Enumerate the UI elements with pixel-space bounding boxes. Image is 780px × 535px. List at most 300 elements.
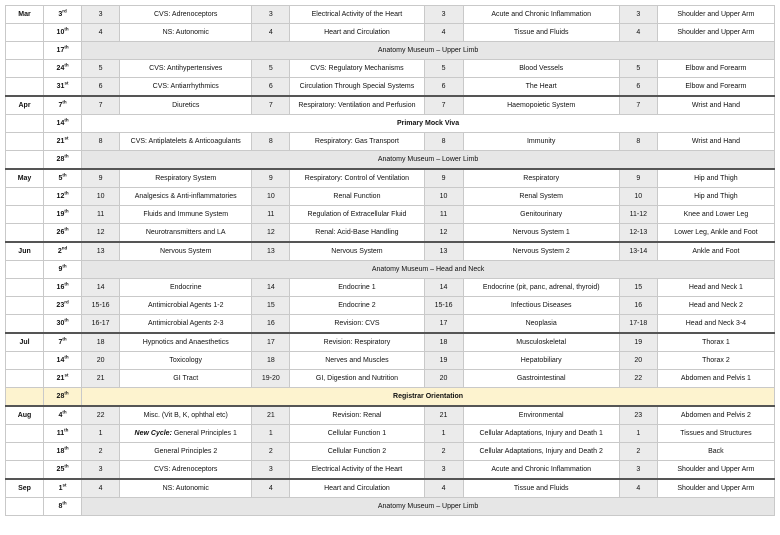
day-cell <box>44 297 82 315</box>
day-cell <box>44 498 82 516</box>
month-cell: Aug <box>6 406 44 425</box>
topic-2 <box>290 479 424 498</box>
week-number-1: 2 <box>82 443 120 461</box>
topic-text: Antimicrobial Agents 2-3 <box>147 319 224 327</box>
month-cell: Sep <box>6 479 44 498</box>
topic-3 <box>463 206 619 224</box>
week-number-1: 21 <box>82 370 120 388</box>
topic-2 <box>290 333 424 352</box>
month-cell <box>6 461 44 480</box>
topic-3 <box>463 406 619 425</box>
week-number-2: 4 <box>252 479 290 498</box>
week-number-1: 4 <box>82 24 120 42</box>
topic-text: Respiratory: Gas Transport <box>314 137 399 145</box>
week-row <box>6 443 775 461</box>
topic-4 <box>657 479 774 498</box>
topic-text: Revision: Renal <box>332 411 382 419</box>
topic-text: Musculoskeletal <box>516 338 567 346</box>
day-suffix: th <box>64 463 69 469</box>
schedule-table <box>5 5 775 516</box>
topic-text: NS: Autonomic <box>162 484 209 492</box>
event-label: Anatomy Museum – Upper Limb <box>82 42 775 60</box>
topic-1 <box>120 479 252 498</box>
month-cell <box>6 279 44 297</box>
week-number-4: 9 <box>619 169 657 188</box>
topic-2 <box>290 461 424 480</box>
topic-text: Nervous System 1 <box>512 228 570 236</box>
day-number: 10 <box>56 28 65 36</box>
week-number-2: 6 <box>252 78 290 97</box>
topic-2 <box>290 352 424 370</box>
topic-4 <box>657 6 774 24</box>
week-number-1: 9 <box>82 169 120 188</box>
week-number-1: 13 <box>82 242 120 261</box>
week-row <box>6 24 775 42</box>
day-suffix: th <box>62 172 67 178</box>
topic-text: NS: Autonomic <box>162 28 209 36</box>
topic-1 <box>120 224 252 243</box>
topic-4 <box>657 333 774 352</box>
topic-text: Haemopoietic System <box>507 101 576 109</box>
week-number-3: 12 <box>424 224 463 243</box>
topic-text: Cellular Function 2 <box>327 447 387 455</box>
week-number-4: 1 <box>619 425 657 443</box>
event-row <box>6 151 775 170</box>
topic-text: General Principles 2 <box>154 447 218 455</box>
day-cell <box>44 206 82 224</box>
week-number-3: 13 <box>424 242 463 261</box>
topic-text: Abdomen and Pelvis 1 <box>680 374 751 382</box>
week-number-3: 8 <box>424 133 463 151</box>
day-cell <box>44 261 82 279</box>
topic-4 <box>657 242 774 261</box>
day-number: 16 <box>56 283 65 291</box>
week-number-4: 20 <box>619 352 657 370</box>
topic-3 <box>463 78 619 97</box>
month-cell <box>6 115 44 133</box>
week-row <box>6 133 775 151</box>
topic-text: CVS: Antihypertensives <box>149 64 223 72</box>
topic-text: Wrist and Hand <box>691 101 740 109</box>
day-cell <box>44 188 82 206</box>
day-number: 26 <box>56 228 65 236</box>
day-number: 21 <box>56 137 65 145</box>
day-suffix: st <box>64 135 69 141</box>
topic-text: Respiratory: Ventilation and Perfusion <box>298 101 416 109</box>
topic-1 <box>120 242 252 261</box>
topic-3 <box>463 297 619 315</box>
day-number: 24 <box>56 64 65 72</box>
topic-text: GI, Digestion and Nutrition <box>315 374 398 382</box>
topic-text: Circulation Through Special Systems <box>299 82 415 90</box>
topic-text: Diuretics <box>172 101 200 109</box>
week-number-2: 7 <box>252 96 290 115</box>
topic-text: Shoulder and Upper Arm <box>677 484 755 492</box>
topic-4 <box>657 206 774 224</box>
day-number: 3 <box>58 10 63 18</box>
week-number-1: 8 <box>82 133 120 151</box>
day-number: 18 <box>56 447 65 455</box>
week-number-1: 3 <box>82 6 120 24</box>
topic-1 <box>120 78 252 97</box>
day-suffix: th <box>64 445 69 451</box>
topic-text: Acute and Chronic Inflammation <box>491 10 591 18</box>
topic-text: Revision: CVS <box>334 319 380 327</box>
topic-text: Thorax 1 <box>702 338 730 346</box>
topic-3 <box>463 96 619 115</box>
topic-text: Blood Vessels <box>519 64 564 72</box>
day-suffix: th <box>64 354 69 360</box>
week-number-4: 10 <box>619 188 657 206</box>
topic-3 <box>463 169 619 188</box>
week-row <box>6 169 775 188</box>
topic-4 <box>657 24 774 42</box>
day-cell <box>44 443 82 461</box>
week-number-3: 20 <box>424 370 463 388</box>
event-row <box>6 261 775 279</box>
week-number-2: 16 <box>252 315 290 334</box>
topic-text: Heart and Circulation <box>324 28 390 36</box>
month-cell <box>6 315 44 334</box>
topic-4 <box>657 443 774 461</box>
month-cell <box>6 206 44 224</box>
topic-text: Environmental <box>518 411 564 419</box>
topic-2 <box>290 443 424 461</box>
week-number-4: 22 <box>619 370 657 388</box>
day-number: 7 <box>58 338 63 346</box>
topic-text: Wrist and Hand <box>691 137 740 145</box>
week-number-4: 4 <box>619 24 657 42</box>
topic-text: Electrical Activity of the Heart <box>311 465 403 473</box>
topic-4 <box>657 461 774 480</box>
week-number-2: 18 <box>252 352 290 370</box>
week-number-1: 10 <box>82 188 120 206</box>
week-row <box>6 96 775 115</box>
day-suffix: nd <box>61 245 68 251</box>
week-number-3: 5 <box>424 60 463 78</box>
day-cell <box>44 78 82 97</box>
topic-2 <box>290 406 424 425</box>
day-cell <box>44 96 82 115</box>
event-row <box>6 388 775 407</box>
topic-text: CVS: Regulatory Mechanisms <box>310 64 404 72</box>
week-row <box>6 297 775 315</box>
topic-2 <box>290 315 424 334</box>
week-number-2: 8 <box>252 133 290 151</box>
week-row <box>6 188 775 206</box>
day-suffix: th <box>64 62 69 68</box>
topic-text: Acute and Chronic Inflammation <box>491 465 591 473</box>
event-row <box>6 42 775 60</box>
week-number-1: 16-17 <box>82 315 120 334</box>
event-row <box>6 498 775 516</box>
topic-text: Knee and Lower Leg <box>683 210 749 218</box>
week-row <box>6 242 775 261</box>
topic-2 <box>290 60 424 78</box>
week-row <box>6 352 775 370</box>
topic-4 <box>657 352 774 370</box>
topic-text: Tissues and Structures <box>680 429 752 437</box>
day-number: 28 <box>56 155 65 163</box>
month-cell <box>6 133 44 151</box>
week-row <box>6 461 775 480</box>
topic-text: Neoplasia <box>525 319 557 327</box>
day-cell <box>44 315 82 334</box>
day-number: 5 <box>58 174 63 182</box>
topic-text: Shoulder and Upper Arm <box>677 28 755 36</box>
topic-3 <box>463 6 619 24</box>
week-number-3: 19 <box>424 352 463 370</box>
week-number-4: 5 <box>619 60 657 78</box>
week-number-4: 11-12 <box>619 206 657 224</box>
topic-text: Revision: Respiratory <box>323 338 391 346</box>
topic-3 <box>463 60 619 78</box>
week-number-3: 4 <box>424 479 463 498</box>
topic-4 <box>657 96 774 115</box>
week-number-1: 5 <box>82 60 120 78</box>
week-number-3: 6 <box>424 78 463 97</box>
day-number: 7 <box>58 101 63 109</box>
topic-2 <box>290 24 424 42</box>
week-number-3: 10 <box>424 188 463 206</box>
week-number-1: 3 <box>82 461 120 480</box>
month-cell <box>6 24 44 42</box>
topic-4 <box>657 279 774 297</box>
week-number-2: 10 <box>252 188 290 206</box>
topic-text: Renal System <box>519 192 563 200</box>
topic-4 <box>657 133 774 151</box>
week-row <box>6 78 775 97</box>
day-suffix: th <box>64 317 69 323</box>
topic-text: Shoulder and Upper Arm <box>677 10 755 18</box>
month-cell <box>6 188 44 206</box>
day-cell <box>44 42 82 60</box>
event-label: Primary Mock Viva <box>82 115 775 133</box>
topic-3 <box>463 425 619 443</box>
week-number-2: 15 <box>252 297 290 315</box>
topic-2 <box>290 206 424 224</box>
day-number: 11 <box>56 429 65 437</box>
week-number-3: 15-16 <box>424 297 463 315</box>
topic-text: Nerves and Muscles <box>325 356 389 364</box>
topic-text: Cellular Function 1 <box>327 429 387 437</box>
week-number-1: 6 <box>82 78 120 97</box>
day-suffix: th <box>64 44 69 50</box>
day-suffix: th <box>64 117 69 123</box>
day-cell <box>44 169 82 188</box>
topic-text: Regulation of Extracellular Fluid <box>307 210 407 218</box>
topic-text: Back <box>708 447 724 455</box>
week-number-4: 3 <box>619 6 657 24</box>
topic-text: Tissue and Fluids <box>513 28 569 36</box>
week-number-2: 11 <box>252 206 290 224</box>
month-cell: Jul <box>6 333 44 352</box>
topic-1 <box>120 60 252 78</box>
topic-text: Elbow and Forearm <box>685 64 747 72</box>
week-number-4: 23 <box>619 406 657 425</box>
day-suffix: st <box>64 372 69 378</box>
topic-1 <box>120 297 252 315</box>
topic-4 <box>657 169 774 188</box>
topic-1 <box>120 206 252 224</box>
topic-1 <box>120 352 252 370</box>
week-row <box>6 60 775 78</box>
day-number: 9 <box>58 265 63 273</box>
week-number-3: 1 <box>424 425 463 443</box>
topic-4 <box>657 315 774 334</box>
day-suffix: th <box>62 409 67 415</box>
day-suffix: th <box>64 281 69 287</box>
week-number-1: 1 <box>82 425 120 443</box>
topic-text: The Heart <box>525 82 557 90</box>
new-cycle-label: New Cycle: <box>134 429 172 437</box>
day-cell <box>44 370 82 388</box>
topic-text: Thorax 2 <box>702 356 730 364</box>
week-row <box>6 406 775 425</box>
week-number-2: 19-20 <box>252 370 290 388</box>
topic-1 <box>120 315 252 334</box>
week-row <box>6 315 775 334</box>
day-suffix: th <box>64 427 69 433</box>
topic-text: Infectious Diseases <box>510 301 572 309</box>
topic-1 <box>120 461 252 480</box>
topic-2 <box>290 78 424 97</box>
week-number-1: 22 <box>82 406 120 425</box>
week-number-4: 8 <box>619 133 657 151</box>
week-number-2: 3 <box>252 6 290 24</box>
topic-text: Endocrine <box>169 283 202 291</box>
week-number-3: 3 <box>424 6 463 24</box>
month-cell <box>6 370 44 388</box>
day-suffix: th <box>62 99 67 105</box>
topic-4 <box>657 297 774 315</box>
topic-text: Electrical Activity of the Heart <box>311 10 403 18</box>
day-number: 19 <box>56 210 65 218</box>
week-number-2: 13 <box>252 242 290 261</box>
day-cell <box>44 479 82 498</box>
week-number-4: 12-13 <box>619 224 657 243</box>
topic-3 <box>463 24 619 42</box>
topic-4 <box>657 60 774 78</box>
topic-3 <box>463 352 619 370</box>
topic-3 <box>463 370 619 388</box>
month-cell: Apr <box>6 96 44 115</box>
topic-text: Ankle and Foot <box>692 247 740 255</box>
day-number: 14 <box>56 356 65 364</box>
week-number-2: 3 <box>252 461 290 480</box>
topic-text: Renal: Acid-Base Handling <box>315 228 399 236</box>
topic-2 <box>290 169 424 188</box>
topic-text: Nervous System 2 <box>512 247 570 255</box>
day-number: 21 <box>56 374 65 382</box>
month-cell <box>6 352 44 370</box>
event-label: Anatomy Museum – Upper Limb <box>82 498 775 516</box>
week-number-3: 9 <box>424 169 463 188</box>
day-cell <box>44 461 82 480</box>
month-cell <box>6 443 44 461</box>
topic-text: Immunity <box>526 137 556 145</box>
topic-1 <box>120 6 252 24</box>
day-cell <box>44 24 82 42</box>
topic-1 <box>120 133 252 151</box>
day-suffix: rd <box>62 8 67 14</box>
topic-3 <box>463 461 619 480</box>
topic-3 <box>463 279 619 297</box>
topic-3 <box>463 479 619 498</box>
week-number-1: 12 <box>82 224 120 243</box>
topic-text: GI Tract <box>173 374 199 382</box>
day-cell <box>44 406 82 425</box>
topic-text: Elbow and Forearm <box>685 82 747 90</box>
topic-4 <box>657 224 774 243</box>
month-cell <box>6 78 44 97</box>
day-cell <box>44 425 82 443</box>
week-row <box>6 224 775 243</box>
day-suffix: th <box>62 336 67 342</box>
day-number: 25 <box>56 465 65 473</box>
week-row <box>6 6 775 24</box>
schedule-body <box>6 6 775 516</box>
month-cell <box>6 425 44 443</box>
day-cell <box>44 224 82 243</box>
schedule-sheet <box>5 5 775 516</box>
week-number-1: 11 <box>82 206 120 224</box>
topic-text: Cellular Adaptations, Injury and Death 1 <box>479 429 603 437</box>
month-cell <box>6 498 44 516</box>
week-number-2: 5 <box>252 60 290 78</box>
topic-4 <box>657 78 774 97</box>
week-number-3: 14 <box>424 279 463 297</box>
week-number-1: 7 <box>82 96 120 115</box>
topic-4 <box>657 425 774 443</box>
topic-text: Endocrine 2 <box>338 301 376 309</box>
topic-1 <box>120 279 252 297</box>
day-number: 30 <box>56 319 65 327</box>
topic-text: Head and Neck 1 <box>688 283 743 291</box>
topic-text: CVS: Adrenoceptors <box>154 465 218 473</box>
month-cell <box>6 42 44 60</box>
topic-1 <box>120 24 252 42</box>
month-cell <box>6 60 44 78</box>
week-number-3: 3 <box>424 461 463 480</box>
month-cell <box>6 297 44 315</box>
topic-2 <box>290 96 424 115</box>
day-cell <box>44 115 82 133</box>
topic-text: Hypnotics and Anaesthetics <box>142 338 229 346</box>
topic-3 <box>463 315 619 334</box>
day-number: 4 <box>58 411 63 419</box>
topic-1 <box>120 96 252 115</box>
topic-text: Toxicology <box>169 356 203 364</box>
week-number-2: 9 <box>252 169 290 188</box>
week-number-1: 15-16 <box>82 297 120 315</box>
week-number-4: 7 <box>619 96 657 115</box>
day-suffix: th <box>64 226 69 232</box>
topic-text: Analgesics & Anti-inflammatories <box>134 192 237 200</box>
day-cell <box>44 333 82 352</box>
topic-2 <box>290 6 424 24</box>
week-number-2: 4 <box>252 24 290 42</box>
day-suffix: th <box>64 208 69 214</box>
event-row <box>6 115 775 133</box>
topic-text: Hip and Thigh <box>694 174 738 182</box>
topic-text: Fluids and Immune System <box>143 210 229 218</box>
topic-text: Hepatobiliary <box>520 356 562 364</box>
topic-2 <box>290 370 424 388</box>
day-suffix: st <box>64 80 69 86</box>
topic-text: Nervous System <box>160 247 212 255</box>
week-number-4: 15 <box>619 279 657 297</box>
